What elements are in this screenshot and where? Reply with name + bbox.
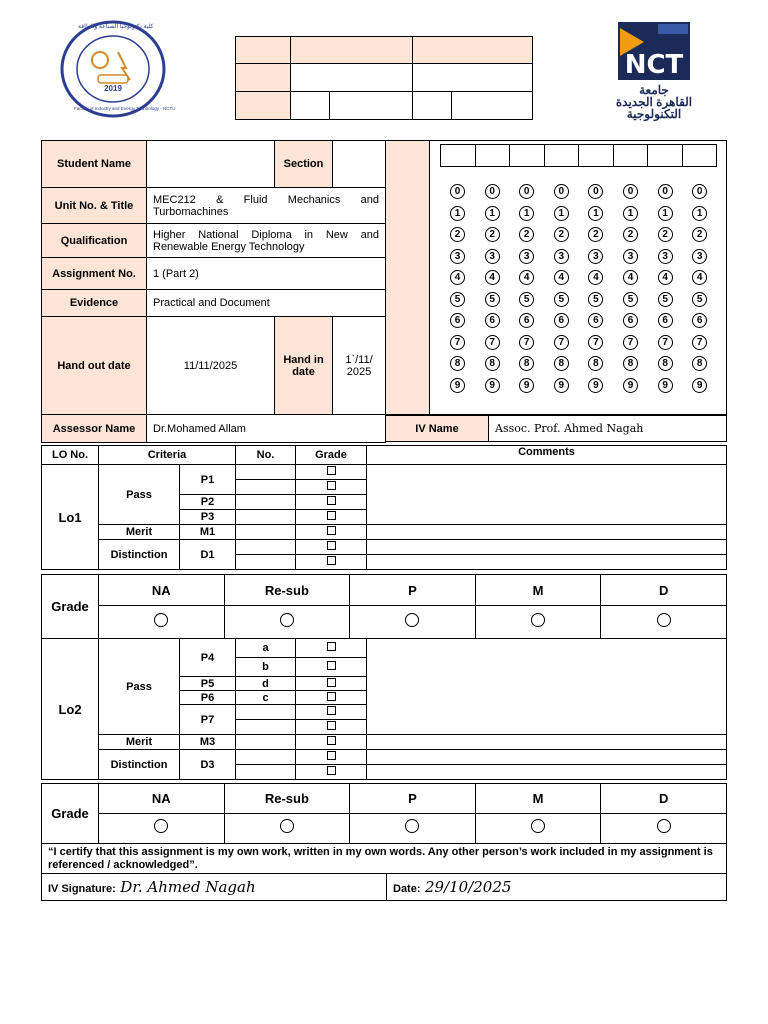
evidence-label: Evidence <box>42 290 147 317</box>
lo2-m3: M3 <box>180 735 236 750</box>
lo2-table <box>41 638 727 780</box>
grade-checkbox[interactable] <box>327 706 336 715</box>
id-digit-box[interactable] <box>579 145 614 166</box>
id-bubble-6[interactable]: 6 <box>658 313 673 328</box>
id-bubble-8[interactable]: 8 <box>692 356 707 371</box>
id-bubble-8[interactable]: 8 <box>658 356 673 371</box>
grade-option-d: D <box>601 575 727 606</box>
id-digit-box[interactable] <box>648 145 683 166</box>
id-bubble-8[interactable]: 8 <box>623 356 638 371</box>
id-bubble-6[interactable]: 6 <box>519 313 534 328</box>
grade-option-p: P <box>350 575 476 606</box>
id-bubble-6[interactable]: 6 <box>554 313 569 328</box>
id-bubble-0[interactable]: 0 <box>623 184 638 199</box>
grade-checkbox[interactable] <box>327 751 336 760</box>
grade-option-na: NA <box>99 784 225 814</box>
id-bubble-2[interactable]: 2 <box>554 227 569 242</box>
id-bubble-5[interactable]: 5 <box>588 292 603 307</box>
comments-field[interactable] <box>367 639 727 735</box>
id-bubble-7[interactable]: 7 <box>692 335 707 350</box>
col-grade: Grade <box>296 446 367 465</box>
grade-checkbox[interactable] <box>327 526 336 535</box>
radio-na[interactable] <box>154 613 168 627</box>
id-bubble-1[interactable]: 1 <box>623 206 638 221</box>
id-bubble-9[interactable]: 9 <box>588 378 603 393</box>
date-cell[interactable] <box>387 874 727 901</box>
col-comments: Comments <box>367 446 727 465</box>
student-name-label: Student Name <box>42 141 147 188</box>
id-bubble-8[interactable]: 8 <box>588 356 603 371</box>
comments-field[interactable] <box>367 525 727 540</box>
id-bubble-5[interactable]: 5 <box>623 292 638 307</box>
id-divider-column <box>385 140 429 415</box>
id-bubble-6[interactable]: 6 <box>623 313 638 328</box>
grade-option-resub: Re-sub <box>224 575 350 606</box>
id-bubble-9[interactable]: 9 <box>692 378 707 393</box>
id-bubble-4[interactable]: 4 <box>588 270 603 285</box>
lo2-a: a <box>236 639 296 658</box>
id-bubble-0[interactable]: 0 <box>658 184 673 199</box>
id-bubble-9[interactable]: 9 <box>450 378 465 393</box>
id-bubble-2[interactable]: 2 <box>519 227 534 242</box>
id-bubble-7[interactable]: 7 <box>450 335 465 350</box>
id-bubble-5[interactable]: 5 <box>692 292 707 307</box>
id-bubble-3[interactable]: 3 <box>692 249 707 264</box>
radio-m[interactable] <box>531 613 545 627</box>
lo2-label: Lo2 <box>42 639 99 780</box>
comments-field[interactable] <box>367 465 727 525</box>
grade-checkbox[interactable] <box>327 496 336 505</box>
id-bubble-0[interactable]: 0 <box>692 184 707 199</box>
header-field-2[interactable] <box>413 64 533 91</box>
grade-checkbox[interactable] <box>327 556 336 565</box>
radio-p[interactable] <box>405 819 419 833</box>
radio-d[interactable] <box>657 819 671 833</box>
iv-signature-cell[interactable] <box>42 874 387 901</box>
id-bubble-3[interactable]: 3 <box>519 249 534 264</box>
radio-m[interactable] <box>531 819 545 833</box>
iv-signature-label: IV Signature: <box>48 882 116 895</box>
id-bubble-9[interactable]: 9 <box>623 378 638 393</box>
nct-logo <box>618 22 690 80</box>
grade-option-na: NA <box>99 575 225 606</box>
handout-value: 11/11/2025 <box>147 317 275 415</box>
lo2-p7: P7 <box>180 705 236 735</box>
id-bubble-0[interactable]: 0 <box>588 184 603 199</box>
lo2-distinction: Distinction <box>99 750 180 780</box>
id-bubble-7[interactable]: 7 <box>519 335 534 350</box>
grade-checkbox[interactable] <box>327 692 336 701</box>
id-bubble-9[interactable]: 9 <box>658 378 673 393</box>
id-digit-box[interactable] <box>441 145 476 166</box>
logo-year: 2019 <box>104 84 122 93</box>
id-digit-box[interactable] <box>545 145 580 166</box>
id-bubble-8[interactable]: 8 <box>450 356 465 371</box>
grade-checkbox[interactable] <box>327 466 336 475</box>
assessor-label: Assessor Name <box>42 415 147 443</box>
id-bubble-3[interactable]: 3 <box>588 249 603 264</box>
qualification-value: Higher National Diploma in New and Renewable Energy Technology <box>147 224 386 258</box>
logo-arabic-text: كلية تكنولوجيا الصناعة والطاقة <box>78 24 154 30</box>
id-bubble-7[interactable]: 7 <box>485 335 500 350</box>
assignment-label: Assignment No. <box>42 258 147 290</box>
header-field-6[interactable] <box>452 91 533 119</box>
certification-table <box>41 843 727 901</box>
lo2-merit: Merit <box>99 735 180 750</box>
iv-label: IV Name <box>386 416 489 442</box>
lo2-d3: D3 <box>180 750 236 780</box>
grade-option-m: M <box>475 784 601 814</box>
student-name-field[interactable] <box>147 141 275 188</box>
id-bubble-6[interactable]: 6 <box>588 313 603 328</box>
id-bubble-1[interactable]: 1 <box>658 206 673 221</box>
grade-checkbox[interactable] <box>327 736 336 745</box>
grade-checkbox[interactable] <box>327 766 336 775</box>
lo1-merit: Merit <box>99 525 180 540</box>
id-bubble-8[interactable]: 8 <box>485 356 500 371</box>
lo2-pass: Pass <box>99 639 180 735</box>
nct-arabic-line3: التكنولوجية <box>626 107 682 121</box>
grade-checkbox[interactable] <box>327 661 336 670</box>
radio-p[interactable] <box>405 613 419 627</box>
lo2-d: d <box>236 677 296 691</box>
id-bubble-4[interactable]: 4 <box>519 270 534 285</box>
assessor-value: Dr.Mohamed Allam <box>147 415 386 443</box>
unit-value: MEC212 & Fluid Mechanics and Turbomachines <box>147 188 386 224</box>
lo1-grade-table <box>41 574 727 639</box>
section-label: Section <box>275 141 333 188</box>
id-bubble-7[interactable]: 7 <box>588 335 603 350</box>
id-bubble-4[interactable]: 4 <box>450 270 465 285</box>
comments-field[interactable] <box>367 750 727 765</box>
lo1-distinction: Distinction <box>99 540 180 570</box>
grade-checkbox[interactable] <box>327 541 336 550</box>
id-bubble-9[interactable]: 9 <box>519 378 534 393</box>
id-bubble-8[interactable]: 8 <box>519 356 534 371</box>
criteria-table <box>41 445 727 570</box>
handin-label: Hand in date <box>275 317 333 415</box>
id-bubble-4[interactable]: 4 <box>692 270 707 285</box>
handin-value: 1`/11/ 2025 <box>333 317 386 415</box>
comments-field[interactable] <box>367 540 727 555</box>
grade-option-p: P <box>350 784 476 814</box>
evidence-value: Practical and Document <box>147 290 386 317</box>
comments-field[interactable] <box>367 735 727 750</box>
id-digit-box[interactable] <box>510 145 545 166</box>
id-bubble-4[interactable]: 4 <box>658 270 673 285</box>
lo2-p4: P4 <box>180 639 236 677</box>
iv-value: Assoc. Prof. Ahmed Nagah <box>489 416 727 442</box>
radio-d[interactable] <box>657 613 671 627</box>
id-bubble-3[interactable]: 3 <box>623 249 638 264</box>
id-bubble-6[interactable]: 6 <box>692 313 707 328</box>
id-bubble-7[interactable]: 7 <box>623 335 638 350</box>
header-box-table <box>235 36 533 120</box>
id-bubble-0[interactable]: 0 <box>485 184 500 199</box>
id-bubble-2[interactable]: 2 <box>485 227 500 242</box>
lo1-pass: Pass <box>99 465 180 525</box>
grade-checkbox[interactable] <box>327 678 336 687</box>
logo-english-text: Faculty of Industry and Energy Technology - NCTU <box>74 106 176 111</box>
radio-resub[interactable] <box>280 819 294 833</box>
col-criteria: Criteria <box>99 446 236 465</box>
lo2-c: c <box>236 691 296 705</box>
col-lo: LO No. <box>42 446 99 465</box>
id-bubble-4[interactable]: 4 <box>485 270 500 285</box>
grade-option-m: M <box>475 575 601 606</box>
grade-checkbox[interactable] <box>327 721 336 730</box>
id-digit-box[interactable] <box>683 145 717 166</box>
id-bubble-3[interactable]: 3 <box>554 249 569 264</box>
radio-na[interactable] <box>154 819 168 833</box>
id-bubble-0[interactable]: 0 <box>519 184 534 199</box>
col-no: No. <box>236 446 296 465</box>
grade-checkbox[interactable] <box>327 481 336 490</box>
nct-arabic-line2: القاهرة الجديدة <box>615 95 693 109</box>
id-bubble-6[interactable]: 6 <box>450 313 465 328</box>
id-bubble-7[interactable]: 7 <box>554 335 569 350</box>
nct-brand: NCT <box>624 50 684 80</box>
id-bubble-2[interactable]: 2 <box>658 227 673 242</box>
handout-label: Hand out date <box>42 317 147 415</box>
header-field-1[interactable] <box>291 64 413 91</box>
iv-signature: Dr. Ahmed Nagah <box>120 877 256 896</box>
lo2-p5: P5 <box>180 677 236 691</box>
id-bubble-4[interactable]: 4 <box>623 270 638 285</box>
student-info-table <box>41 140 386 443</box>
id-bubble-6[interactable]: 6 <box>485 313 500 328</box>
faculty-logo <box>60 20 176 118</box>
id-bubble-1[interactable]: 1 <box>692 206 707 221</box>
radio-resub[interactable] <box>280 613 294 627</box>
qualification-label: Qualification <box>42 224 147 258</box>
lo1-d1: D1 <box>180 540 236 570</box>
header-field-4[interactable] <box>330 91 413 119</box>
lo1-p2: P2 <box>180 495 236 510</box>
id-bubble-2[interactable]: 2 <box>692 227 707 242</box>
id-bubble-0[interactable]: 0 <box>450 184 465 199</box>
assignment-value: 1 (Part 2) <box>147 258 386 290</box>
id-bubble-5[interactable]: 5 <box>519 292 534 307</box>
lo2-p6: P6 <box>180 691 236 705</box>
id-bubble-1[interactable]: 1 <box>485 206 500 221</box>
id-bubble-4[interactable]: 4 <box>554 270 569 285</box>
lo1-grade-label: Grade <box>42 575 99 639</box>
grade-option-resub: Re-sub <box>224 784 350 814</box>
id-boxes <box>440 144 717 167</box>
unit-label: Unit No. & Title <box>42 188 147 224</box>
id-bubble-3[interactable]: 3 <box>450 249 465 264</box>
id-bubble-1[interactable]: 1 <box>519 206 534 221</box>
id-bubble-7[interactable]: 7 <box>658 335 673 350</box>
date-value: 29/10/2025 <box>424 877 512 896</box>
id-bubble-2[interactable]: 2 <box>588 227 603 242</box>
id-bubble-9[interactable]: 9 <box>554 378 569 393</box>
id-digit-box[interactable] <box>476 145 511 166</box>
grade-checkbox[interactable] <box>327 511 336 520</box>
id-bubble-3[interactable]: 3 <box>485 249 500 264</box>
nct-arabic-line1: جامعة <box>639 83 669 97</box>
lo2-grade-table <box>41 783 727 844</box>
id-bubble-1[interactable]: 1 <box>450 206 465 221</box>
id-bubble-5[interactable]: 5 <box>485 292 500 307</box>
id-bubble-1[interactable]: 1 <box>588 206 603 221</box>
id-bubble-1[interactable]: 1 <box>554 206 569 221</box>
lo2-grade-label: Grade <box>42 784 99 844</box>
id-bubble-9[interactable]: 9 <box>485 378 500 393</box>
id-bubble-0[interactable]: 0 <box>554 184 569 199</box>
id-bubble-5[interactable]: 5 <box>554 292 569 307</box>
lo1-label: Lo1 <box>42 465 99 570</box>
id-bubble-2[interactable]: 2 <box>450 227 465 242</box>
grade-option-d: D <box>601 784 727 814</box>
id-bubble-5[interactable]: 5 <box>658 292 673 307</box>
certification-statement: “I certify that this assignment is my own work, written in my own words. Any other person’s work included in my assignment is referenced / acknowledged”. <box>42 844 727 874</box>
lo1-p3: P3 <box>180 510 236 525</box>
id-bubble-grid <box>440 184 717 404</box>
lo2-b: b <box>236 658 296 677</box>
section-field[interactable] <box>333 141 386 188</box>
id-bubble-8[interactable]: 8 <box>554 356 569 371</box>
header-field-3[interactable] <box>291 91 330 119</box>
iv-row <box>385 415 727 442</box>
id-bubble-3[interactable]: 3 <box>658 249 673 264</box>
header-field-5[interactable] <box>413 91 452 119</box>
lo1-p1: P1 <box>180 465 236 495</box>
id-bubble-5[interactable]: 5 <box>450 292 465 307</box>
id-digit-box[interactable] <box>614 145 649 166</box>
grade-checkbox[interactable] <box>327 642 336 651</box>
id-bubble-2[interactable]: 2 <box>623 227 638 242</box>
date-label: Date: <box>393 882 421 895</box>
lo1-m1: M1 <box>180 525 236 540</box>
